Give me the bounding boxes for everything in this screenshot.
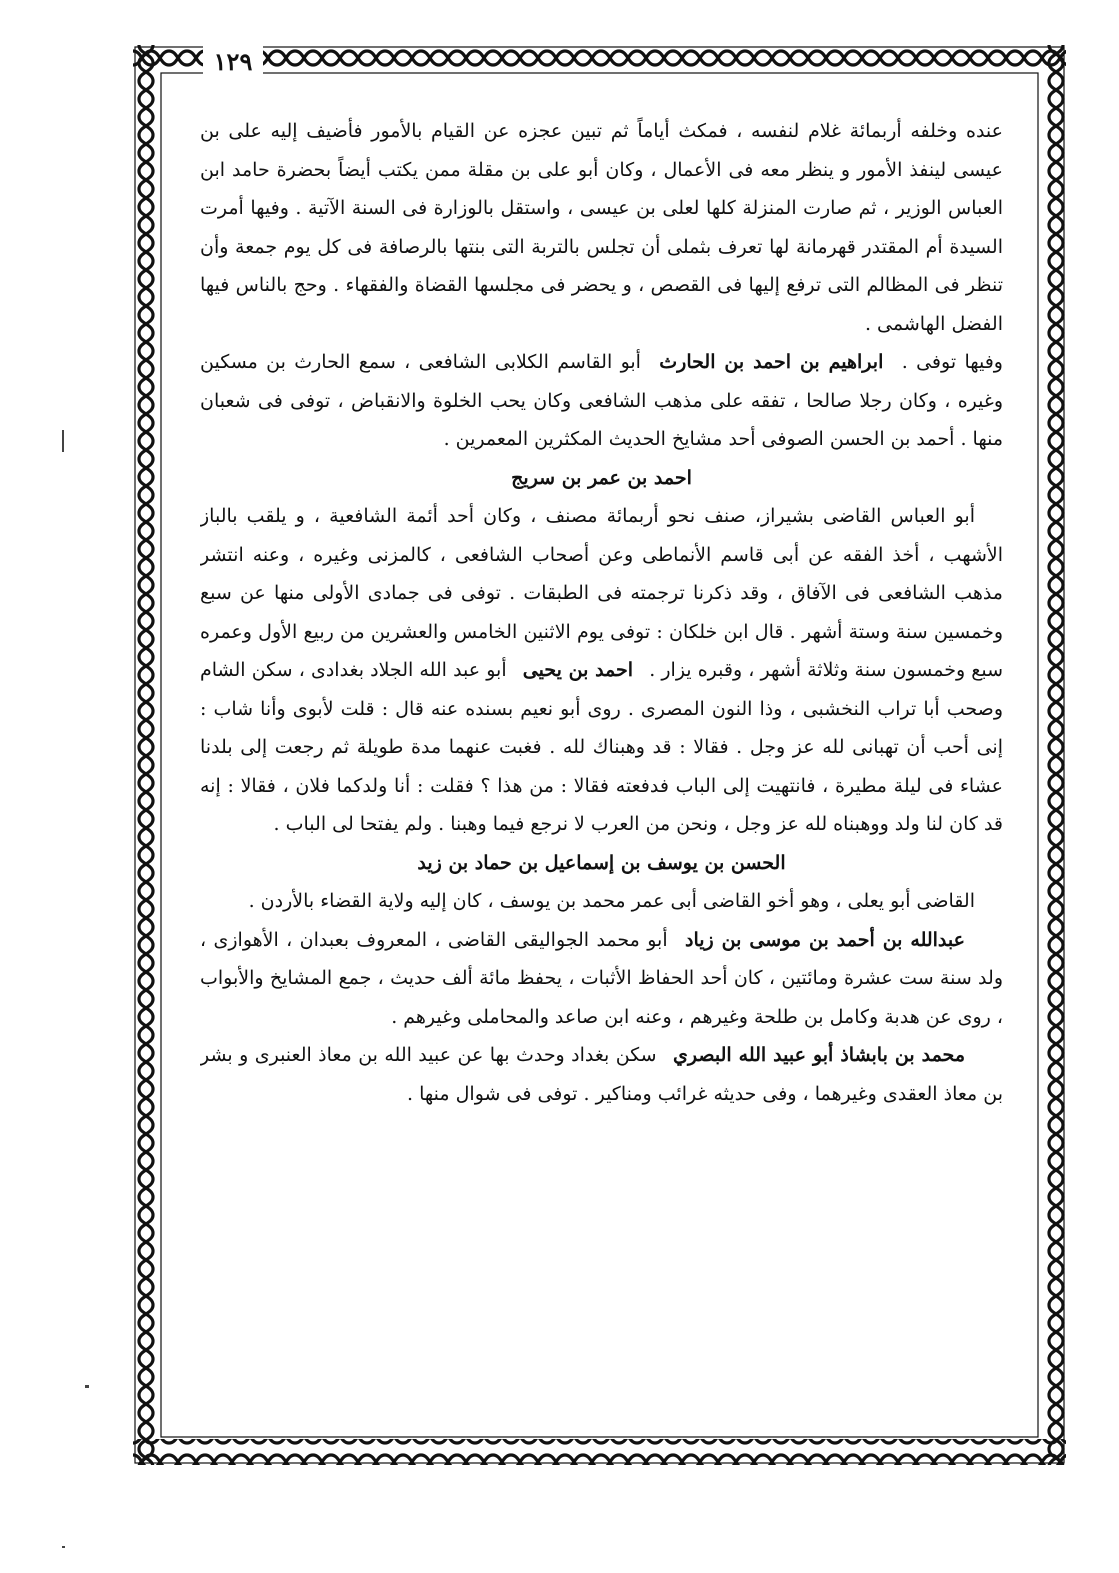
- entry-lead: وفيها توفى .: [901, 351, 1003, 373]
- scan-mark: [62, 430, 64, 452]
- entry-abdullah: [200, 921, 1003, 1037]
- scan-mark: [85, 1385, 89, 1388]
- entry-text: القاضى أبو يعلى ، وهو أخو القاضى أبى عمر محمد بن يوسف ، كان إليه ولاية القضاء بالأردن .: [248, 890, 975, 912]
- entry-hasan: [200, 882, 1003, 921]
- entry-text: أبو العباس القاضى بشيراز، صنف نحو أربمائة مصنف ، وكان أحد أئمة الشافعية ، و يلقب بالباز الأشهب ، أخذ الفقه عن أبى قاسم الأنماطى وعن أصحاب الشافعى ، كالمزنى وغيره ، وعنه انتشر مذهب الشافعى فى الآفاق ، وقد ذكرنا ترجمته فى الطبقات . توفى فى جمادى الأولى منها عن سبع وخمسين سنة وستة أشهر . قال ابن خلكان : توفى يوم الاثنين الخامس والعشرين من ربيع الأول وعمره سبع وخمسون سنة وثلاثة أشهر ، وقبره يزار .: [200, 505, 1003, 681]
- entry-text: أبو محمد الجواليقى القاضى ، المعروف بعبدان ، الأهوازى ، ولد سنة ست عشرة ومائتين ، كان أحد الحفاظ الأثبات ، يحفظ مائة ألف حديث ، جمع المشايخ والأبواب ، روى عن هدبة وكامل بن طلحة وغيرهم ، وعنه ابن صاعد والمحاملى وغيرهم .: [200, 928, 1003, 1028]
- entry-text: سكن بغداد وحدث بها عن عبيد الله بن معاذ العنبرى و بشر بن معاذ العقدى وغيرهما ، وفى حديثه غرائب ومناكير . توفى فى شوال منها .: [200, 1044, 1003, 1105]
- entry-text: أبو القاسم الكلابى الشافعى ، سمع الحارث بن مسكين وغيره ، وكان رجلا صالحا ، تفقه على مذهب الشافعى وكان يحب الخلوة والانقباض ، توفى فى شعبان منها . أحمد بن الحسن الصوفى أحد مشايخ الحديث المكثرين المعمرين .: [200, 351, 1003, 450]
- paragraph: عنده وخلفه أربمائة غلام لنفسه ، فمكث أياماً ثم تبين عجزه عن القيام بالأمور فأضيف إليه على بن عيسى لينفذ الأمور و ينظر معه فى الأعمال ، وكان أبو على بن مقلة ممن يكتب أيضاً بحضرة حامد ابن العباس الوزير ، ثم صارت المنزلة كلها لعلى بن عيسى ، واستقل بالوزارة فى السنة الآتية . وفيها أمرت السيدة أم المقتدر قهرمانة لها تعرف بثملى أن تجلس بالتربة التى بنتها بالرصافة فى كل يوم جمعة وأن تنظر فى المظالم التى ترفع إليها فى القصص ، و يحضر فى مجلسها القضاة والفقهاء . وحج بالناس فيها الفضل الهاشمى .: [200, 120, 1003, 335]
- person-name: ابراهيم بن احمد بن الحارث: [659, 351, 884, 373]
- scan-mark: [62, 1546, 65, 1548]
- entry-muhammad: [200, 1036, 1003, 1113]
- entry-ibrahim: [200, 343, 1003, 459]
- person-name: محمد بن بابشاذ أبو عبيد الله البصري: [673, 1044, 966, 1066]
- section-heading: الحسن بن يوسف بن إسماعيل بن حماد بن زيد: [417, 851, 786, 874]
- page-content: [200, 112, 1003, 1424]
- entry-ahmad-ibn-suraij: [200, 497, 1003, 844]
- entry-text: أبو عبد الله الجلاد بغدادى ، سكن الشام وصحب أبا تراب النخشبى ، وذا النون المصرى . روى أبو نعيم بسنده عنه قال : قلت لأبوى وأنا شاب : إنى أحب أن تهبانى لله عز وجل . فقالا : قد وهبناك لله . فغبت عنهما مدة طويلة ثم رجعت إلى بلدنا عشاء فى ليلة مطيرة ، فانتهيت إلى الباب فدفعته فقالا : من هذا ؟ فقلت : أنا ولدكما فلان ، فقالا : إنه قد كان لنا ولد ووهبناه لله عز وجل ، ونحن من العرب لا نرجع فيما وهبنا . ولم يفتحا لى الباب .: [200, 659, 1003, 835]
- person-name: عبدالله بن أحمد بن موسى بن زياد: [685, 928, 965, 951]
- person-name: احمد بن يحيى: [522, 659, 634, 681]
- page-number: ١٢٩: [203, 45, 263, 79]
- section-heading: احمد بن عمر بن سريج: [511, 466, 692, 489]
